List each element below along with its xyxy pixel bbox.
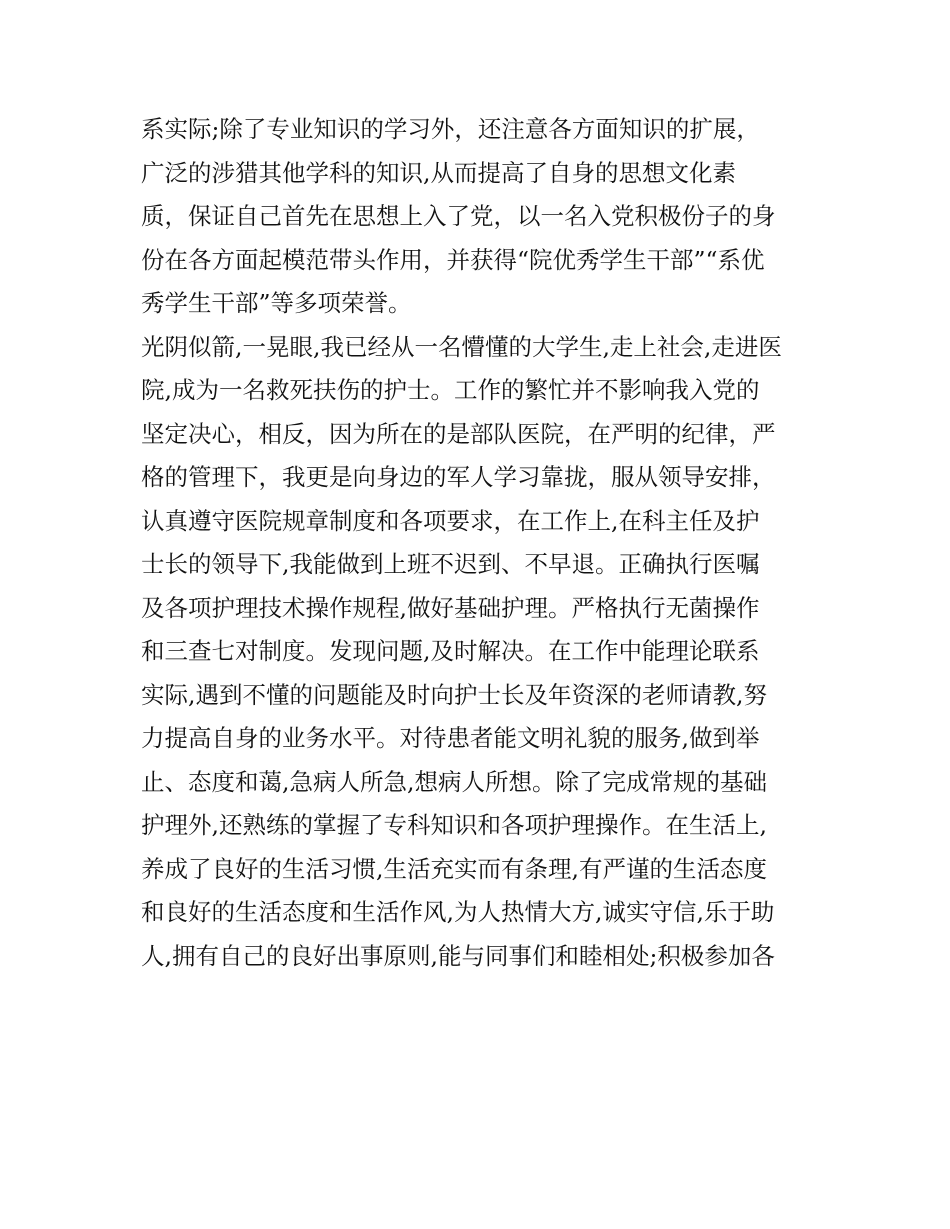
text-line: 份在各方面起模范带头作用，并获得“院优秀学生干部”“系优 xyxy=(141,245,765,274)
text-line: 士长的领导下,我能做到上班不迟到、不早退。正确执行医嘱 xyxy=(141,550,760,578)
text-line: 止、态度和蔼,急病人所急,想病人所想。除了完成常规的基础 xyxy=(141,767,767,796)
text-line: 格的管理下，我更是向身边的军人学习靠拢，服从领导安排， xyxy=(141,463,776,491)
text-line: 和三查七对制度。发现问题,及时解决。在工作中能理论联系 xyxy=(141,637,760,665)
text-line: 质，保证自己首先在思想上入了党，以一名入党积极份子的身 xyxy=(141,202,776,230)
text-line: 人,拥有自己的良好出事原则,能与同事们和睦相处;积极参加各 xyxy=(141,941,775,970)
text-line: 广泛的涉猎其他学科的知识,从而提高了自身的思想文化素 xyxy=(141,158,736,187)
text-line: 院,成为一名救死扶伤的护士。工作的繁忙并不影响我入党的 xyxy=(141,376,760,404)
text-line: 光阴似箭,一晃眼,我已经从一名懵懂的大学生,走上社会,走进医 xyxy=(141,332,782,361)
text-line: 秀学生干部”等多项荣誉。 xyxy=(141,289,412,317)
text-line: 坚定决心，相反，因为所在的是部队医院，在严明的纪律，严 xyxy=(141,419,776,448)
text-line: 养成了良好的生活习惯,生活充实而有条理,有严谨的生活态度 xyxy=(141,854,767,883)
text-line: 力提高自身的业务水平。对待患者能文明礼貌的服务,做到举 xyxy=(141,724,760,752)
text-line: 实际,遇到不懂的问题能及时向护士长及年资深的老师请教,努 xyxy=(141,680,767,709)
body-text xyxy=(141,108,821,978)
text-line: 及各项护理技术操作规程,做好基础护理。严格执行无菌操作 xyxy=(141,593,760,622)
text-line: 认真遵守医院规章制度和各项要求，在工作上,在科主任及护 xyxy=(141,506,760,535)
text-line: 护理外,还熟练的掌握了专科知识和各项护理操作。在生活上, xyxy=(141,811,767,839)
text-line: 系实际;除了专业知识的学习外，还注意各方面知识的扩展， xyxy=(141,115,760,143)
text-line: 和良好的生活态度和生活作风,为人热情大方,诚实守信,乐于助 xyxy=(141,898,775,926)
